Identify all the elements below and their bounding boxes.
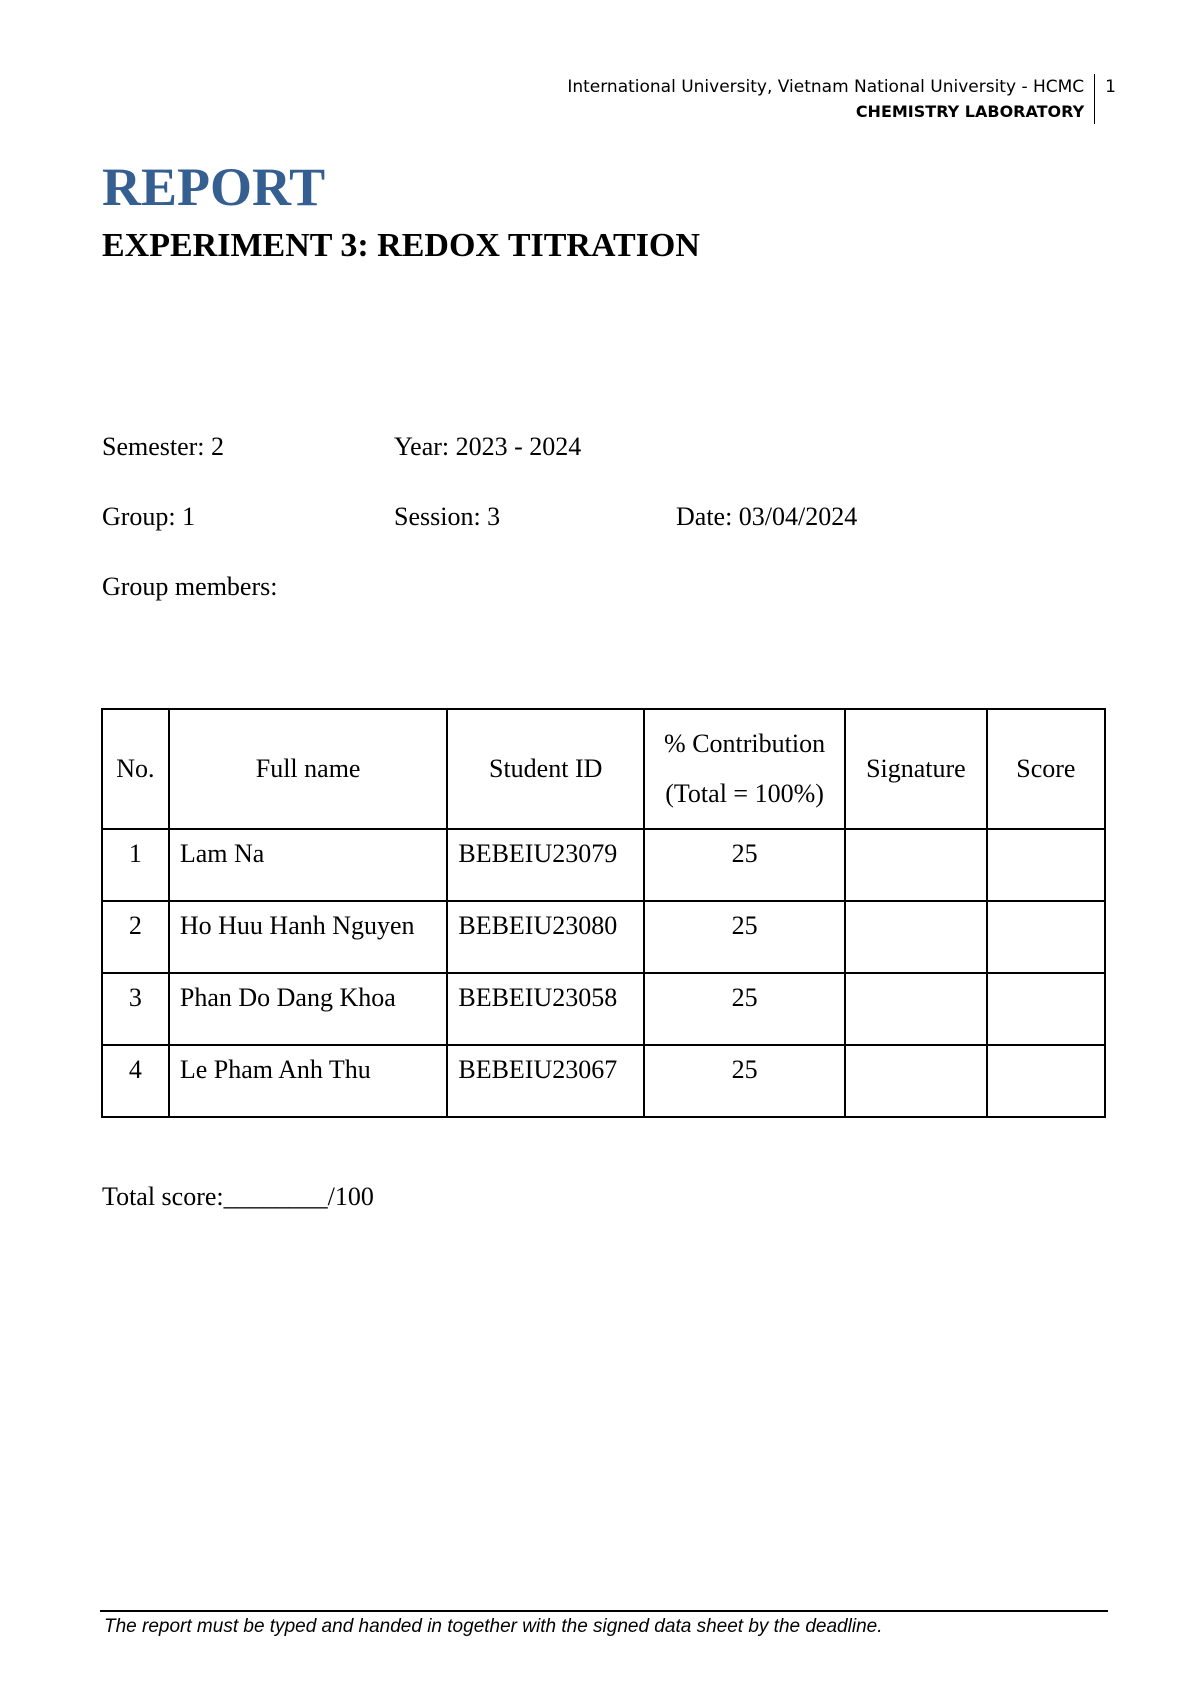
row-contribution: 25	[644, 973, 845, 1045]
group-members-label: Group members:	[102, 572, 278, 601]
total-score: Total score:________/100	[102, 1182, 374, 1211]
header-contribution-line2: (Total = 100%)	[665, 779, 824, 808]
row-full-name: Ho Huu Hanh Nguyen	[169, 901, 448, 973]
year-field: Year: 2023 - 2024	[394, 432, 582, 461]
experiment-title: EXPERIMENT 3: REDOX TITRATION	[102, 227, 700, 264]
header-student-id: Student ID	[447, 709, 644, 829]
row-no: 2	[102, 901, 169, 973]
semester-field: Semester: 2	[102, 432, 225, 461]
lab-name: CHEMISTRY LABORATORY	[855, 102, 1085, 121]
session-field: Session: 3	[394, 502, 501, 531]
row-contribution: 25	[644, 1045, 845, 1117]
row-contribution: 25	[644, 901, 845, 973]
row-signature	[845, 901, 987, 973]
row-student-id: BEBEIU23058	[447, 973, 644, 1045]
footer-divider	[100, 1610, 1108, 1612]
row-score	[987, 973, 1105, 1045]
row-score	[987, 901, 1105, 973]
row-score	[987, 829, 1105, 901]
header-contribution-line1: % Contribution	[664, 729, 826, 758]
row-no: 4	[102, 1045, 169, 1117]
footer-note: The report must be typed and handed in together with the signed data sheet by the deadline.	[104, 1616, 883, 1637]
header-score: Score	[987, 709, 1105, 829]
date-field: Date: 03/04/2024	[676, 502, 858, 531]
row-signature	[845, 973, 987, 1045]
university-name: International University, Vietnam National University - HCMC	[567, 77, 1085, 97]
table-row	[102, 901, 1105, 973]
page-number: 1	[1105, 77, 1116, 97]
row-contribution: 25	[644, 829, 845, 901]
row-no: 3	[102, 973, 169, 1045]
table-row	[102, 1045, 1105, 1117]
row-score	[987, 1045, 1105, 1117]
header-no: No.	[102, 709, 169, 829]
row-signature	[845, 1045, 987, 1117]
row-signature	[845, 829, 987, 901]
group-field: Group: 1	[102, 502, 196, 531]
table-row	[102, 973, 1105, 1045]
header-contribution	[644, 709, 845, 829]
row-full-name: Le Pham Anh Thu	[169, 1045, 448, 1117]
table-header-row	[102, 709, 1105, 829]
row-student-id: BEBEIU23079	[447, 829, 644, 901]
row-full-name: Phan Do Dang Khoa	[169, 973, 448, 1045]
table-row	[102, 829, 1105, 901]
page-header	[567, 74, 1116, 124]
group-members-table	[101, 708, 1106, 1118]
header-text	[567, 74, 1095, 124]
row-full-name: Lam Na	[169, 829, 448, 901]
row-no: 1	[102, 829, 169, 901]
row-student-id: BEBEIU23080	[447, 901, 644, 973]
header-full-name: Full name	[169, 709, 448, 829]
report-title: REPORT	[102, 157, 326, 217]
header-signature: Signature	[845, 709, 987, 829]
row-student-id: BEBEIU23067	[447, 1045, 644, 1117]
